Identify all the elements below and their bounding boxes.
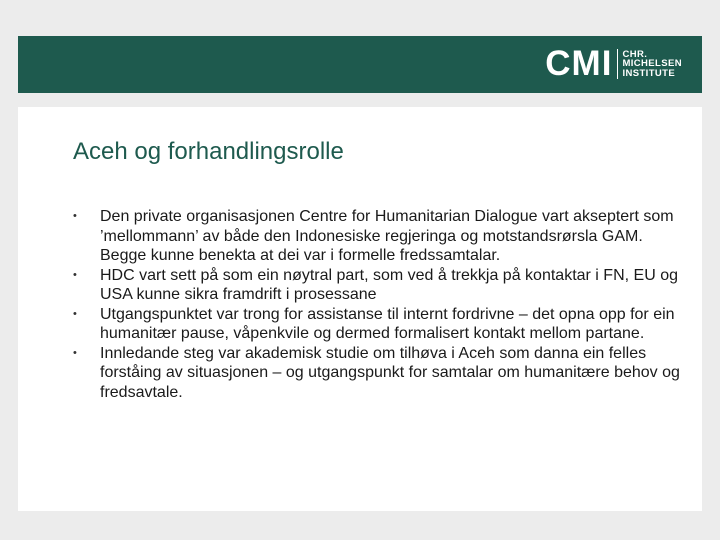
bullet-icon: • bbox=[73, 307, 77, 320]
header-bar bbox=[18, 36, 702, 93]
logo-line-michelsen: MICHELSEN bbox=[622, 58, 682, 70]
logo-line-chr: CHR. bbox=[622, 48, 648, 60]
bullet-text: Utgangspunktet var trong for assistanse til internt fordrivne – det opna opp for ein humanitær pause, våpenkvile og dermed formalisert kontakt mellom partane. bbox=[100, 305, 675, 342]
bullet-item bbox=[73, 266, 683, 305]
bullet-item bbox=[73, 207, 683, 266]
bullet-text: Innledande steg var akademisk studie om tilhøva i Aceh som danna ein felles forståing av situasjonen – og utgangspunkt for samtalar om humanitære behov og fredsavtale. bbox=[100, 344, 680, 401]
slide-panel bbox=[18, 107, 702, 511]
bullet-icon: • bbox=[73, 346, 77, 359]
logo-line-institute: INSTITUTE bbox=[622, 67, 676, 79]
bullet-text: HDC vart sett på som ein nøytral part, som ved å trekkja på kontaktar i FN, EU og USA kunne sikra framdrift i prosessane bbox=[100, 266, 678, 303]
cmi-logo bbox=[545, 44, 682, 83]
logo-text bbox=[622, 50, 682, 79]
bullet-icon: • bbox=[73, 268, 77, 281]
bullet-text: Den private organisasjonen Centre for Humanitarian Dialogue vart akseptert som ’mellommann’ av både den Indonesiske regjeringa og motstandsrørsla GAM. Begge kunne benekta at dei var i formelle fredssamtalar. bbox=[100, 208, 674, 264]
logo-divider bbox=[617, 49, 618, 79]
logo-mark: CMI bbox=[545, 44, 613, 83]
bullet-item bbox=[73, 305, 683, 344]
bullet-list bbox=[73, 207, 683, 402]
bullet-item bbox=[73, 344, 683, 403]
slide-title: Aceh og forhandlingsrolle bbox=[73, 138, 344, 165]
bullet-icon: • bbox=[73, 210, 77, 222]
